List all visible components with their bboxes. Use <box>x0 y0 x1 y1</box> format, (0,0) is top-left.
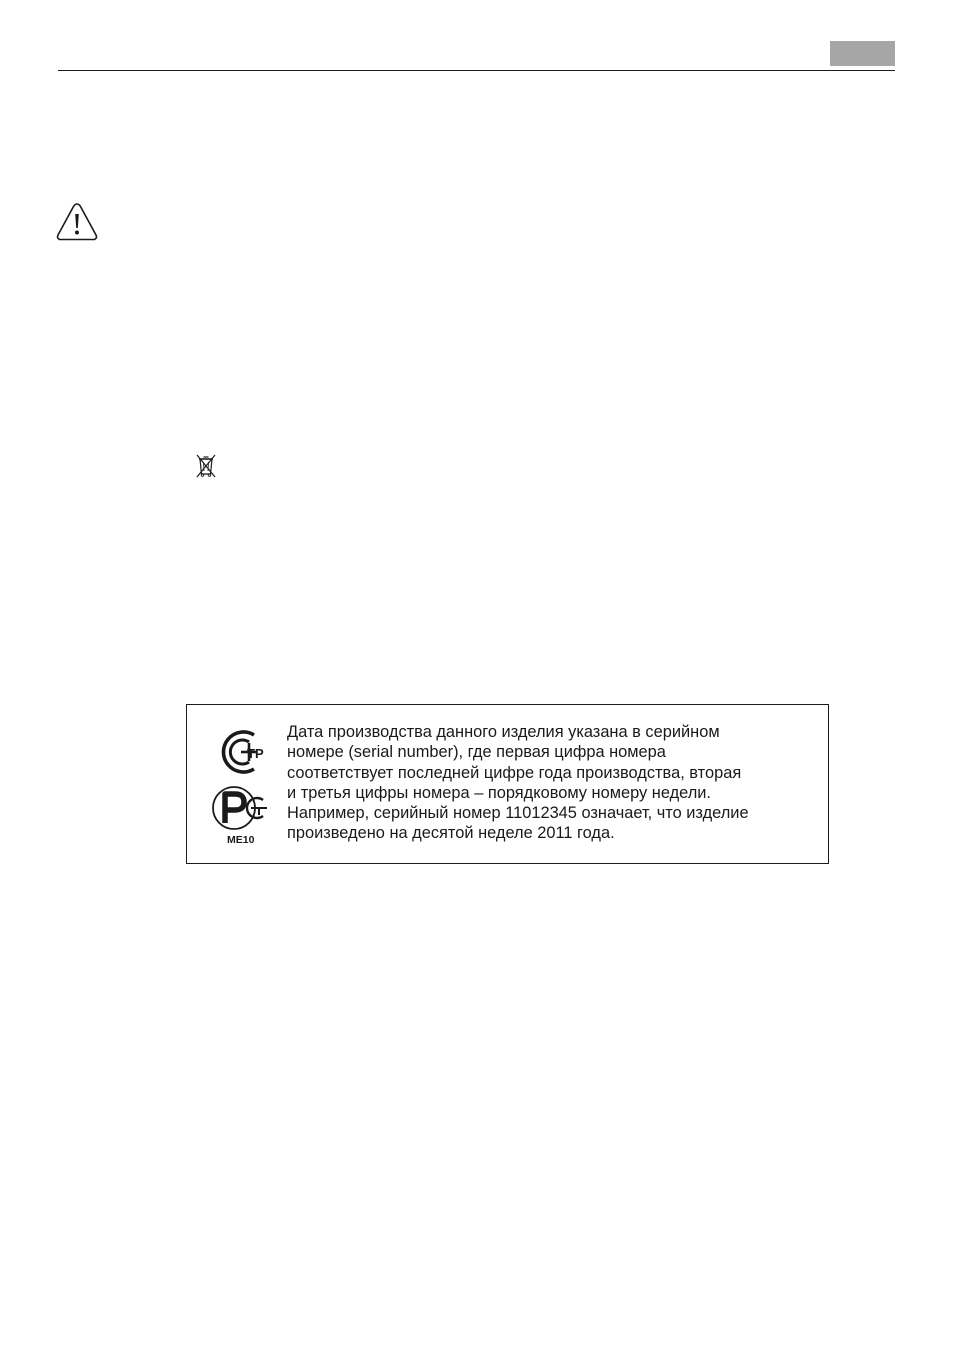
notice-line: Например, серийный номер 11012345 означает, что изделие <box>287 804 749 823</box>
header-rule <box>58 70 895 71</box>
notice-line: Дата производства данного изделия указана в серийном <box>287 723 720 741</box>
notice-text <box>287 722 822 844</box>
warning-triangle-icon <box>55 201 99 243</box>
crossed-out-wheelie-bin-icon <box>195 453 217 479</box>
manufacture-date-notice <box>186 704 829 864</box>
notice-line: номере (serial number), где первая цифра номера <box>287 743 666 762</box>
pct-certification-logo <box>211 783 269 833</box>
notice-line: произведено на десятой неделе 2011 года. <box>287 824 615 843</box>
eac-ctp-logo <box>211 727 269 777</box>
notice-line: соответствует последней цифре года производства, вторая <box>287 763 742 782</box>
notice-line: и третья цифры номера – порядковому номеру недели. <box>287 783 711 802</box>
header-page-tab <box>830 41 895 66</box>
certification-code: ME10 <box>227 834 255 846</box>
certification-logos <box>211 727 271 851</box>
svg-text:ТР: ТР <box>247 746 264 761</box>
